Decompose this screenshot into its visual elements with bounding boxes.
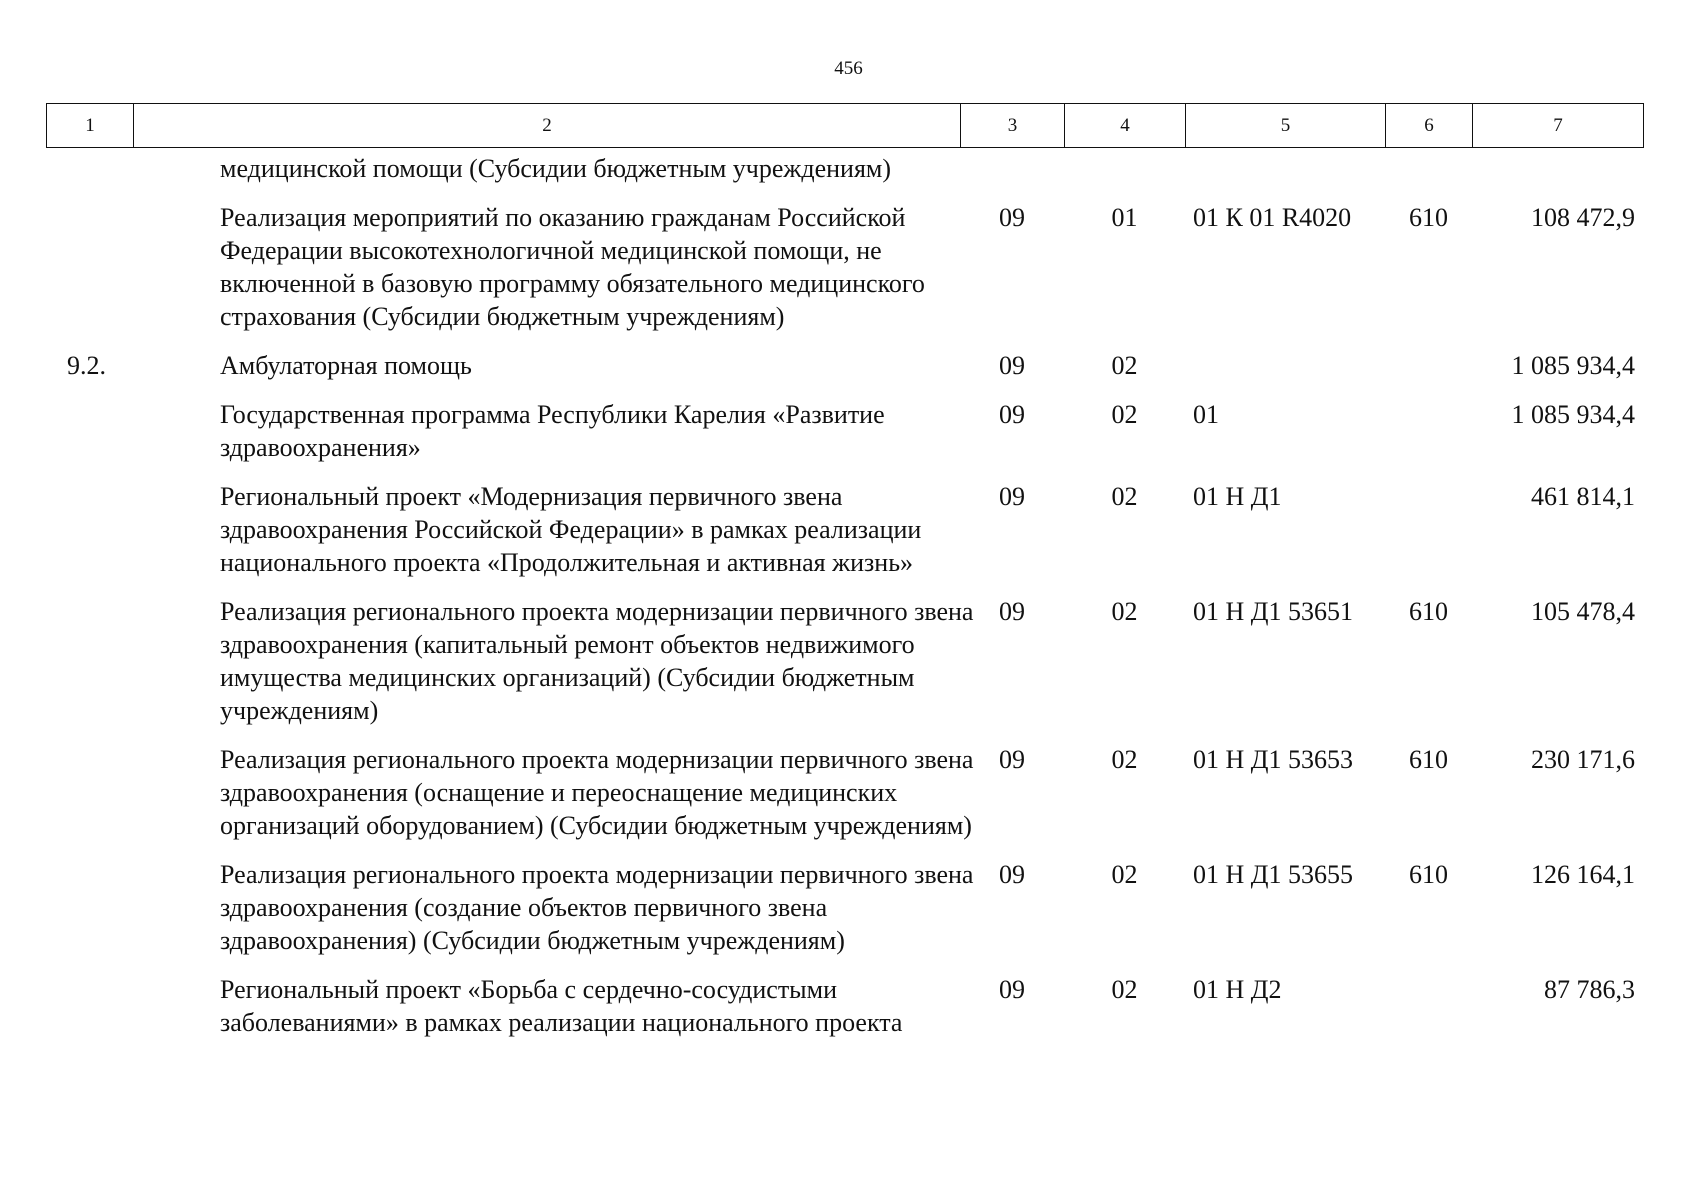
column-header-2: 2 (134, 104, 961, 148)
row-expense-type (1385, 480, 1472, 595)
budget-table (46, 152, 1643, 1039)
row-name (133, 743, 974, 858)
row-amount: 126 164,1 (1531, 860, 1635, 889)
row-name-text: Государственная программа Республики Карелия «Развитие здравоохранения» (220, 400, 885, 462)
row-amount: 461 814,1 (1531, 482, 1635, 511)
row-number (46, 480, 133, 595)
row-name-text: Региональный проект «Модернизация первичного звена здравоохранения Российской Федерации» в рамках реализации национального проекта «Продолжительная и активная жизнь» (220, 482, 922, 577)
row-number (46, 858, 133, 973)
row-section: 09 (999, 351, 1025, 380)
row-section: 09 (999, 597, 1025, 626)
table-row (46, 973, 1643, 1039)
column-header-3: 3 (961, 104, 1065, 148)
row-target-article: 01 Н Д1 53651 (1193, 597, 1354, 626)
row-name (133, 349, 960, 398)
row-name (133, 595, 974, 743)
row-name-text: медицинской помощи (Субсидии бюджетным учреждениям) (220, 154, 892, 183)
row-target-article (1185, 349, 1385, 398)
row-amount: 105 478,4 (1531, 597, 1635, 626)
row-target-article: 01 (1193, 400, 1219, 429)
row-amount (1472, 152, 1643, 201)
table-row (46, 595, 1643, 743)
row-amount: 230 171,6 (1531, 745, 1635, 774)
row-target-article: 01 Н Д1 53655 (1193, 860, 1354, 889)
row-section: 09 (999, 975, 1025, 1004)
column-header-6: 6 (1386, 104, 1473, 148)
row-name-text: Реализация регионального проекта модернизации первичного звена здравоохранения (создание объектов первичного звена здравоохранения) (Субсидии бюджетным учреждениям) (220, 860, 974, 955)
row-name (133, 973, 960, 1039)
row-name-text: Реализация мероприятий по оказанию гражданам Российской Федерации высокотехнологичной медицинской помощи, не включенной в базовую программу обязательного медицинского страхования (Субсидии бюджетным учреждениям) (220, 203, 925, 331)
row-expense-type: 610 (1409, 860, 1448, 889)
table-row (46, 398, 1643, 480)
column-header-5: 5 (1186, 104, 1386, 148)
row-number (46, 973, 133, 1039)
row-subsection: 02 (1111, 975, 1138, 1004)
column-header-1: 1 (47, 104, 134, 148)
row-target-article (1185, 152, 1385, 201)
row-number: 9.2. (67, 351, 106, 380)
column-header-row (47, 104, 1644, 148)
page-number: 456 (834, 58, 863, 79)
row-expense-type (1385, 152, 1472, 201)
row-section: 09 (999, 400, 1025, 429)
row-name (133, 480, 960, 595)
row-name (133, 152, 960, 201)
table-row (46, 349, 1643, 398)
column-header-4: 4 (1065, 104, 1186, 148)
column-header-7: 7 (1473, 104, 1644, 148)
row-expense-type (1385, 973, 1472, 1039)
row-section: 09 (999, 745, 1025, 774)
row-number (46, 743, 133, 858)
row-expense-type: 610 (1409, 203, 1448, 232)
row-subsection (1064, 152, 1185, 201)
row-subsection: 02 (1111, 400, 1138, 429)
table-row (46, 480, 1643, 595)
row-section: 09 (999, 482, 1025, 511)
row-section: 09 (999, 203, 1025, 232)
row-name (133, 858, 974, 973)
row-amount: 108 472,9 (1531, 203, 1635, 232)
row-subsection: 02 (1111, 597, 1138, 626)
row-name (133, 398, 960, 480)
row-number (46, 152, 133, 201)
row-subsection: 02 (1111, 351, 1138, 380)
row-number (46, 398, 133, 480)
row-number (46, 595, 133, 743)
row-name-text: Реализация регионального проекта модернизации первичного звена здравоохранения (оснащение и переоснащение медицинских организаций оборудованием) (Субсидии бюджетным учреждениям) (220, 745, 974, 840)
row-section (960, 152, 1064, 201)
row-expense-type: 610 (1409, 745, 1448, 774)
row-expense-type: 610 (1409, 597, 1448, 626)
table-row (46, 743, 1643, 858)
row-subsection: 02 (1111, 860, 1138, 889)
row-target-article: 01 Н Д2 (1193, 975, 1282, 1004)
table-row (46, 152, 1643, 201)
row-section: 09 (999, 860, 1025, 889)
row-name (133, 201, 960, 349)
row-target-article: 01 К 01 R4020 (1193, 203, 1352, 232)
row-number (46, 201, 133, 349)
row-amount: 1 085 934,4 (1511, 400, 1635, 429)
row-name-text: Реализация регионального проекта модернизации первичного звена здравоохранения (капитальный ремонт объектов недвижимого имущества медицинских организаций) (Субсидии бюджетным учреждениям) (220, 597, 974, 725)
table-row (46, 858, 1643, 973)
row-name-text: Региональный проект «Борьба с сердечно-сосудистыми заболеваниями» в рамках реализации национального проекта (220, 975, 903, 1037)
row-amount: 87 786,3 (1544, 975, 1635, 1004)
row-subsection: 01 (1111, 203, 1138, 232)
row-amount: 1 085 934,4 (1511, 351, 1635, 380)
row-expense-type (1385, 349, 1472, 398)
table-row (46, 201, 1643, 349)
column-header-table (46, 103, 1644, 148)
row-target-article: 01 Н Д1 53653 (1193, 745, 1354, 774)
row-expense-type (1385, 398, 1472, 480)
row-name-text: Амбулаторная помощь (220, 351, 472, 380)
row-target-article: 01 Н Д1 (1193, 482, 1282, 511)
row-subsection: 02 (1111, 482, 1138, 511)
row-subsection: 02 (1111, 745, 1138, 774)
